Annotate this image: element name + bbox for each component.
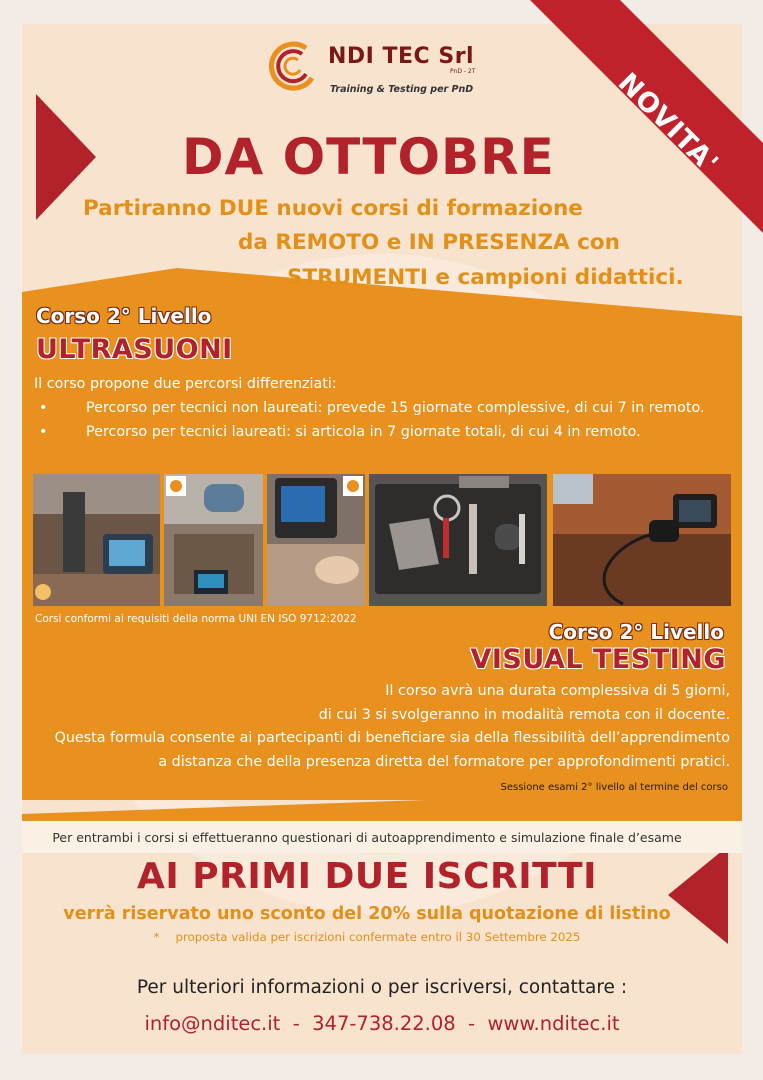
bullet-icon: • bbox=[39, 400, 48, 416]
visual-testing-line: a distanza che della presenza diretta del formatore per approfondimenti pratici. bbox=[158, 753, 730, 770]
bullet-text: Percorso per tecnici non laureati: prevede 15 giornate complessive, di cui 7 in remoto. bbox=[86, 400, 705, 416]
contact-intro: Per ulteriori informazioni o per iscriversi, contattare : bbox=[136, 977, 628, 998]
both-courses-note: Per entrambi i corsi si effettueranno questionari di autoapprendimento e simulazione finale d’esame bbox=[52, 830, 682, 845]
headline-date: DA OTTOBRE bbox=[182, 128, 555, 186]
discount-text: verrà riservato uno sconto del 20% sulla quotazione di listino bbox=[63, 904, 671, 924]
logo-tagline: Training & Testing per PnD bbox=[330, 84, 474, 95]
asterisk: * bbox=[153, 930, 160, 944]
ultrasuoni-level-label: Corso 2° Livello bbox=[36, 304, 212, 328]
visual-testing-line: di cui 3 si svolgeranno in modalità remota con il docente. bbox=[318, 706, 730, 723]
norm-compliance-note: Corsi conformi ai requisiti della norma UNI EN ISO 9712:2022 bbox=[35, 613, 357, 625]
visual-testing-line: Questa formula consente ai partecipanti di beneficiare sia della flessibilità dell’apprendimento bbox=[54, 730, 730, 746]
ultrasuoni-intro: Il corso propone due percorsi differenziati: bbox=[34, 376, 337, 392]
exam-session-note: Sessione esami 2° livello al termine del corso bbox=[500, 782, 728, 793]
logo-name: NDI TEC Srl bbox=[328, 44, 475, 69]
visual-testing-title: VISUAL TESTING bbox=[470, 644, 726, 675]
visual-testing-level-label: Corso 2° Livello bbox=[548, 620, 724, 644]
subtitle-line-3: STRUMENTI e campioni didattici. bbox=[287, 265, 684, 290]
bullet-text: Percorso per tecnici laureati: si articola in 7 giornate totali, di cui 4 in remoto. bbox=[86, 424, 641, 440]
ultrasuoni-title: ULTRASUONI bbox=[36, 334, 233, 365]
logo-sub: PnD - 2T bbox=[450, 68, 476, 75]
visual-testing-line: Il corso avrà una durata complessiva di 5 giorni, bbox=[385, 683, 730, 699]
contact-details[interactable]: info@nditec.it - 347-738.22.08 - www.nditec.it bbox=[144, 1012, 620, 1035]
offer-validity-text: proposta valida per iscrizioni confermate entro il 30 Settembre 2025 bbox=[175, 930, 581, 944]
promo-headline: AI PRIMI DUE ISCRITTI bbox=[137, 856, 597, 897]
subtitle-line-2: da REMOTO e IN PRESENZA con bbox=[238, 230, 620, 255]
subtitle-line-1: Partiranno DUE nuovi corsi di formazione bbox=[83, 196, 583, 221]
bullet-icon: • bbox=[39, 424, 48, 440]
novita-ribbon-text: NOVITA' bbox=[611, 67, 725, 180]
